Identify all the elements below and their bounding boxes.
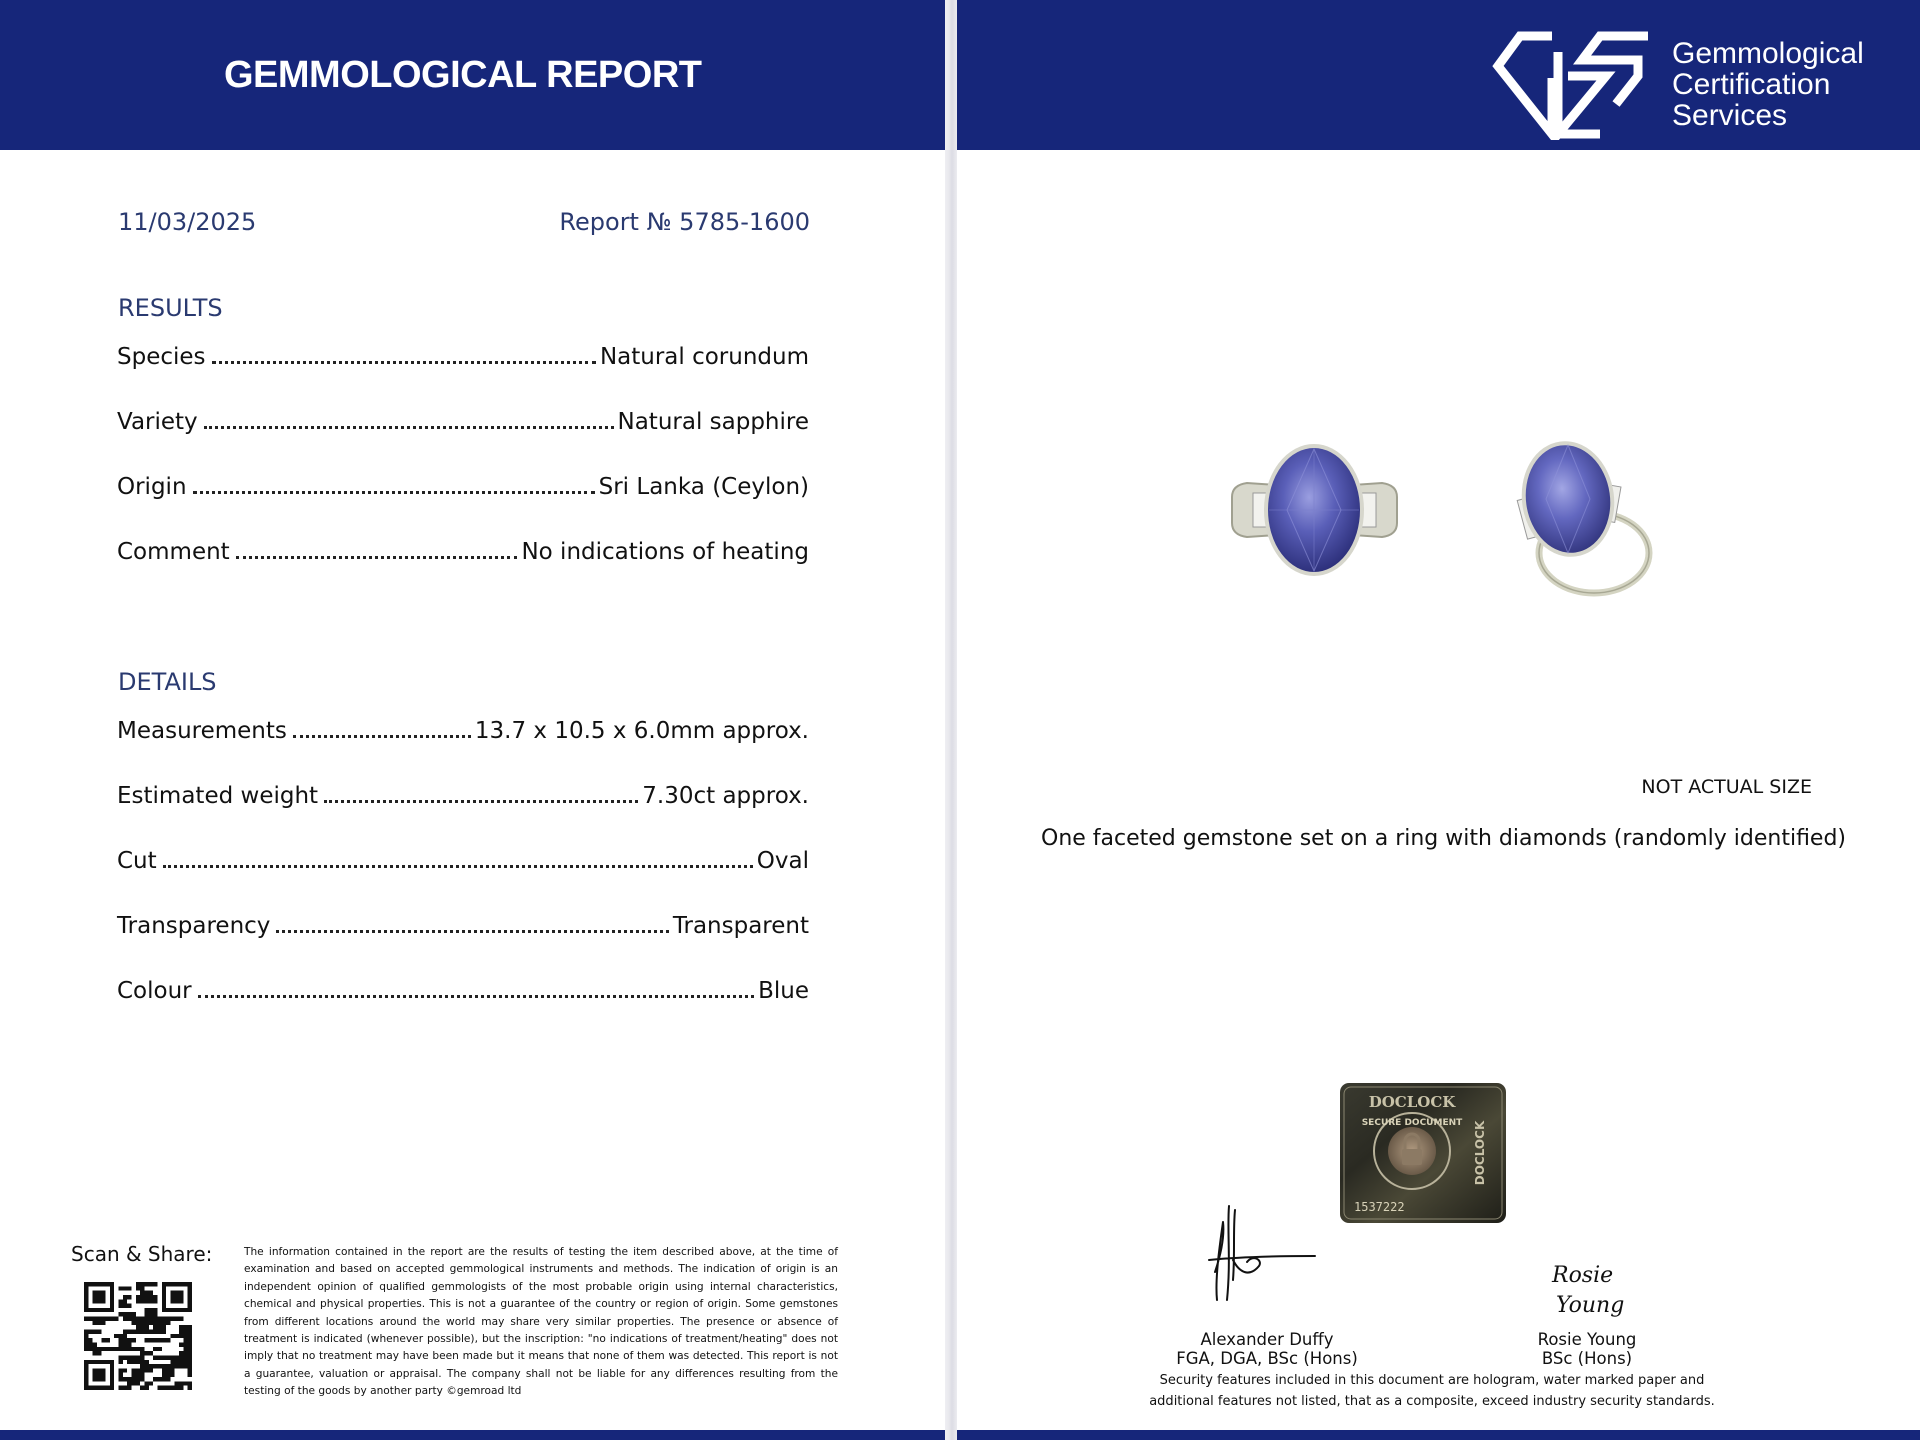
footer-band [957, 1430, 1920, 1440]
row-label: Estimated weight [117, 783, 319, 809]
report-title: GEMMOLOGICAL REPORT [224, 54, 702, 96]
detail-row-colour [117, 978, 809, 1004]
header-band [0, 0, 945, 150]
ring-angled-photo [1502, 435, 1657, 605]
row-value: Blue [758, 978, 809, 1004]
scan-share-label: Scan & Share: [71, 1242, 213, 1266]
ring-front-photo [1227, 435, 1402, 585]
hologram-serial: 1537222 [1354, 1200, 1405, 1214]
disclaimer-text: The information contained in the report are the results of testing the item described above, at the time of examination and based on accepted gemmological instruments and methods. The indication of origin is an independent opinion of qualified gemmologists of the most probable origin using internal characteristics, chemical and physical properties. This is not a guarantee of the country or region of origin. Some gemstones from different locations around the world may share very similar properties. The presence or absence of treatment is indicated (whenever possible), but the inscription: "no indications of treatment/heating" does not imply that no treatment may have been made but it means that none of them was detected. This report is not a guarantee, valuation or appraisal. The company shall not be liable for any differences resulting from the testing of the goods by another party ©gemroad ltd [244, 1246, 838, 1398]
item-caption: One faceted gemstone set on a ring with diamonds (randomly identified) [1041, 826, 1847, 851]
signatory-name: Alexander Duffy [1200, 1330, 1334, 1349]
row-value: 13.7 x 10.5 x 6.0mm approx. [474, 718, 809, 744]
detail-row-cut [117, 848, 809, 874]
dot-leader [193, 491, 595, 494]
row-label: Colour [117, 978, 192, 1004]
row-value: No indications of heating [521, 539, 809, 565]
signatory-credentials: BSc (Hons) [1541, 1349, 1633, 1368]
hologram-caption: SECURE DOCUMENT [1361, 1118, 1463, 1128]
dot-leader [212, 361, 596, 364]
right-page [957, 0, 1920, 1440]
signature-rosie-young [1542, 1248, 1632, 1338]
signatory-2 [1497, 1330, 1677, 1368]
dot-leader [204, 426, 614, 429]
dot-leader [163, 865, 753, 868]
row-label: Origin [117, 474, 187, 500]
dot-leader [324, 800, 638, 803]
detail-row-transparency [117, 913, 809, 939]
row-value: Sri Lanka (Ceylon) [598, 474, 809, 500]
row-value: Oval [756, 848, 809, 874]
doclock-hologram [1340, 1083, 1506, 1223]
row-label: Transparency [117, 913, 271, 939]
row-value: Transparent [672, 913, 809, 939]
signatory-credentials: FGA, DGA, BSc (Hons) [1176, 1349, 1358, 1368]
row-value: Natural corundum [599, 344, 809, 370]
footer-band [0, 1430, 945, 1440]
security-note: Security features included in this document are hologram, water marked paper and additional features not listed, that as a composite, exceed industry security standards. [1149, 1373, 1715, 1409]
row-label: Species [117, 344, 206, 370]
row-label: Measurements [117, 718, 287, 744]
gcs-logo [1490, 28, 1880, 140]
row-label: Variety [117, 409, 198, 435]
report-number: Report № 5785-1600 [559, 208, 810, 236]
signatory-name: Rosie Young [1537, 1330, 1637, 1349]
result-row-species [117, 344, 809, 370]
row-value: 7.30ct approx. [642, 783, 809, 809]
qr-code[interactable] [84, 1280, 192, 1392]
row-label: Cut [117, 848, 157, 874]
logo-line: Services [1672, 99, 1788, 132]
dot-leader [293, 735, 471, 738]
logo-wordmark [1672, 38, 1864, 131]
result-row-origin [117, 474, 809, 500]
signature-script: Young [1556, 1293, 1625, 1318]
not-actual-size-note: NOT ACTUAL SIZE [1641, 776, 1812, 798]
signature-script: Rosie [1552, 1263, 1614, 1288]
dot-leader [198, 995, 754, 998]
hologram-brand: DOCLOCK [1368, 1093, 1456, 1111]
logo-line: Gemmological [1672, 37, 1864, 70]
dot-leader [236, 556, 518, 559]
result-row-variety [117, 409, 809, 435]
report-date: 11/03/2025 [118, 208, 257, 236]
gcs-logo-icon [1490, 28, 1660, 140]
row-value: Natural sapphire [617, 409, 809, 435]
results-heading: RESULTS [118, 294, 223, 322]
signatory-1 [1167, 1330, 1367, 1368]
dot-leader [276, 930, 668, 933]
header-band [957, 0, 1920, 150]
left-page [0, 0, 945, 1440]
signature-alexander-duffy [1189, 1200, 1319, 1310]
row-label: Comment [117, 539, 230, 565]
detail-row-weight [117, 783, 809, 809]
detail-row-measurements [117, 718, 809, 744]
details-heading: DETAILS [118, 668, 217, 696]
hologram-side-text: DOCLOCK [1473, 1120, 1487, 1186]
result-row-comment [117, 539, 809, 565]
logo-line: Certification [1672, 68, 1831, 101]
